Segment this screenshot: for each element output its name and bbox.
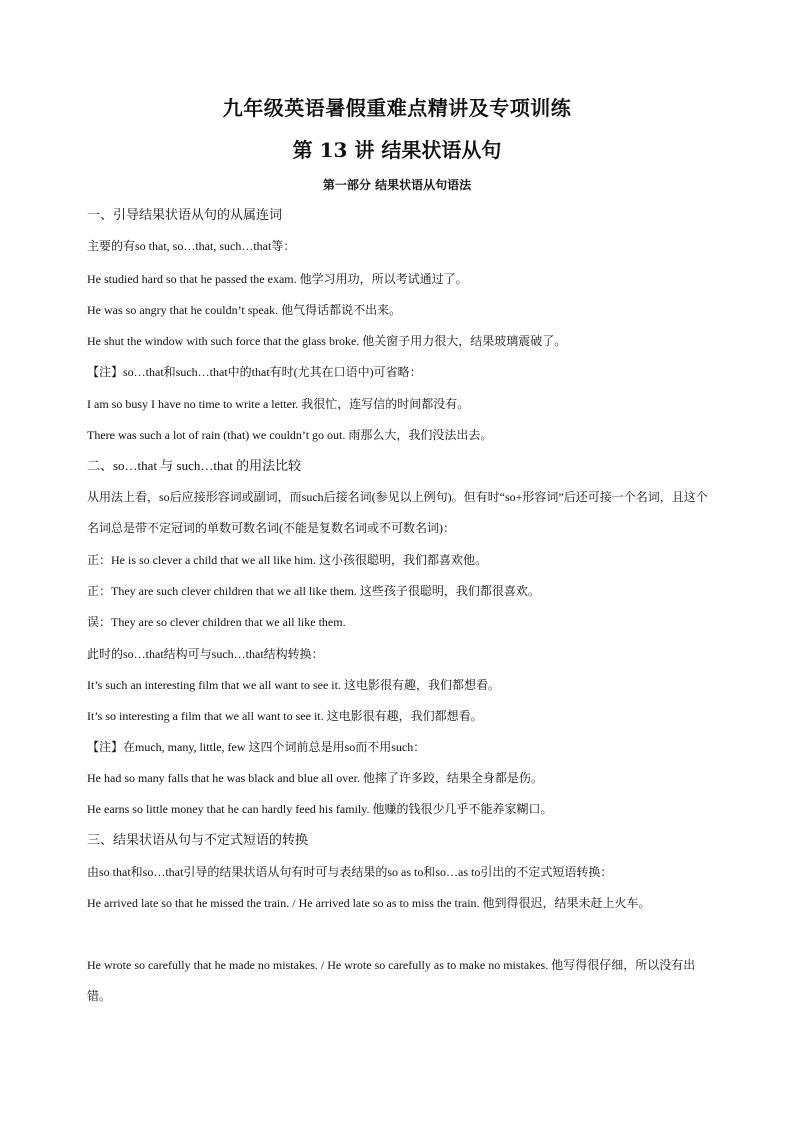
paragraph: 主要的有so that, so…that, such…that等： xyxy=(87,239,296,253)
paragraph: 由so that和so…that引导的结果状语从句有时可与表结果的so as to和so…as to引出的不定式短语转换： xyxy=(87,865,613,879)
example-sentence: He studied hard so that he passed the exam. 他学习用功，所以考试通过了。 xyxy=(87,272,468,286)
example-sentence: There was such a lot of rain (that) we couldn’t go out. 雨那么大，我们没法出去。 xyxy=(87,428,493,442)
example-sentence: He wrote so carefully that he made no mistakes. / He wrote so carefully as to make no mistakes. 他写得很仔细，所以没有出错。 xyxy=(87,958,696,1003)
document-title: 九年级英语暑假重难点精讲及专项训练 xyxy=(222,96,572,120)
paragraph: 此时的so…that结构可与such…that结构转换： xyxy=(87,647,324,661)
section-heading-1: 一、引导结果状语从句的从属连词 xyxy=(87,207,283,222)
example-sentence: 正：He is so clever a child that we all like him. 这小孩很聪明，我们都喜欢他。 xyxy=(87,553,487,567)
example-sentence: 正：They are such clever children that we all like them. 这些孩子很聪明，我们都很喜欢。 xyxy=(87,584,540,598)
example-sentence: 误：They are so clever children that we all like them. xyxy=(87,615,346,629)
example-sentence: He shut the window with such force that the glass broke. 他关窗子用力很大，结果玻璃震破了。 xyxy=(87,334,567,348)
example-sentence: He was so angry that he couldn’t speak. 他气得话都说不出来。 xyxy=(87,303,402,317)
example-sentence: It’s such an interesting film that we all want to see it. 这电影很有趣，我们都想看。 xyxy=(87,678,500,692)
lecture-title: 第 13 讲 结果状语从句 xyxy=(292,138,502,162)
section-heading-3: 三、结果状语从句与不定式短语的转换 xyxy=(87,832,309,847)
example-sentence: It’s so interesting a film that we all want to see it. 这电影很有趣，我们都想看。 xyxy=(87,709,483,723)
section-heading-2: 二、so…that 与 such…that 的用法比较 xyxy=(87,458,302,473)
paragraph: 从用法上看，so后应接形容词或副词，而such后接名词(参见以上例句)。但有时“so+形容词”后还可接一个名词，且这个名词总是带不定冠词的单数可数名词(不能是复数名词或不可数名词)： xyxy=(87,490,708,535)
note: 【注】so…that和such…that中的that有时(尤其在口语中)可省略： xyxy=(87,365,422,379)
example-sentence: He earns so little money that he can hardly feed his family. 他赚的钱很少几乎不能养家糊口。 xyxy=(87,802,553,816)
example-sentence: He had so many falls that he was black and blue all over. 他摔了许多跤，结果全身都是伤。 xyxy=(87,771,543,785)
example-sentence: I am so busy I have no time to write a letter. 我很忙，连写信的时间都没有。 xyxy=(87,397,470,411)
part-heading: 第一部分 结果状语从句语法 xyxy=(322,178,472,192)
example-sentence: He arrived late so that he missed the train. / He arrived late so as to miss the train. 他到得很迟，结果未赶上火车。 xyxy=(87,896,651,910)
note: 【注】在much, many, little, few 这四个词前总是用so而不用such： xyxy=(87,740,426,754)
